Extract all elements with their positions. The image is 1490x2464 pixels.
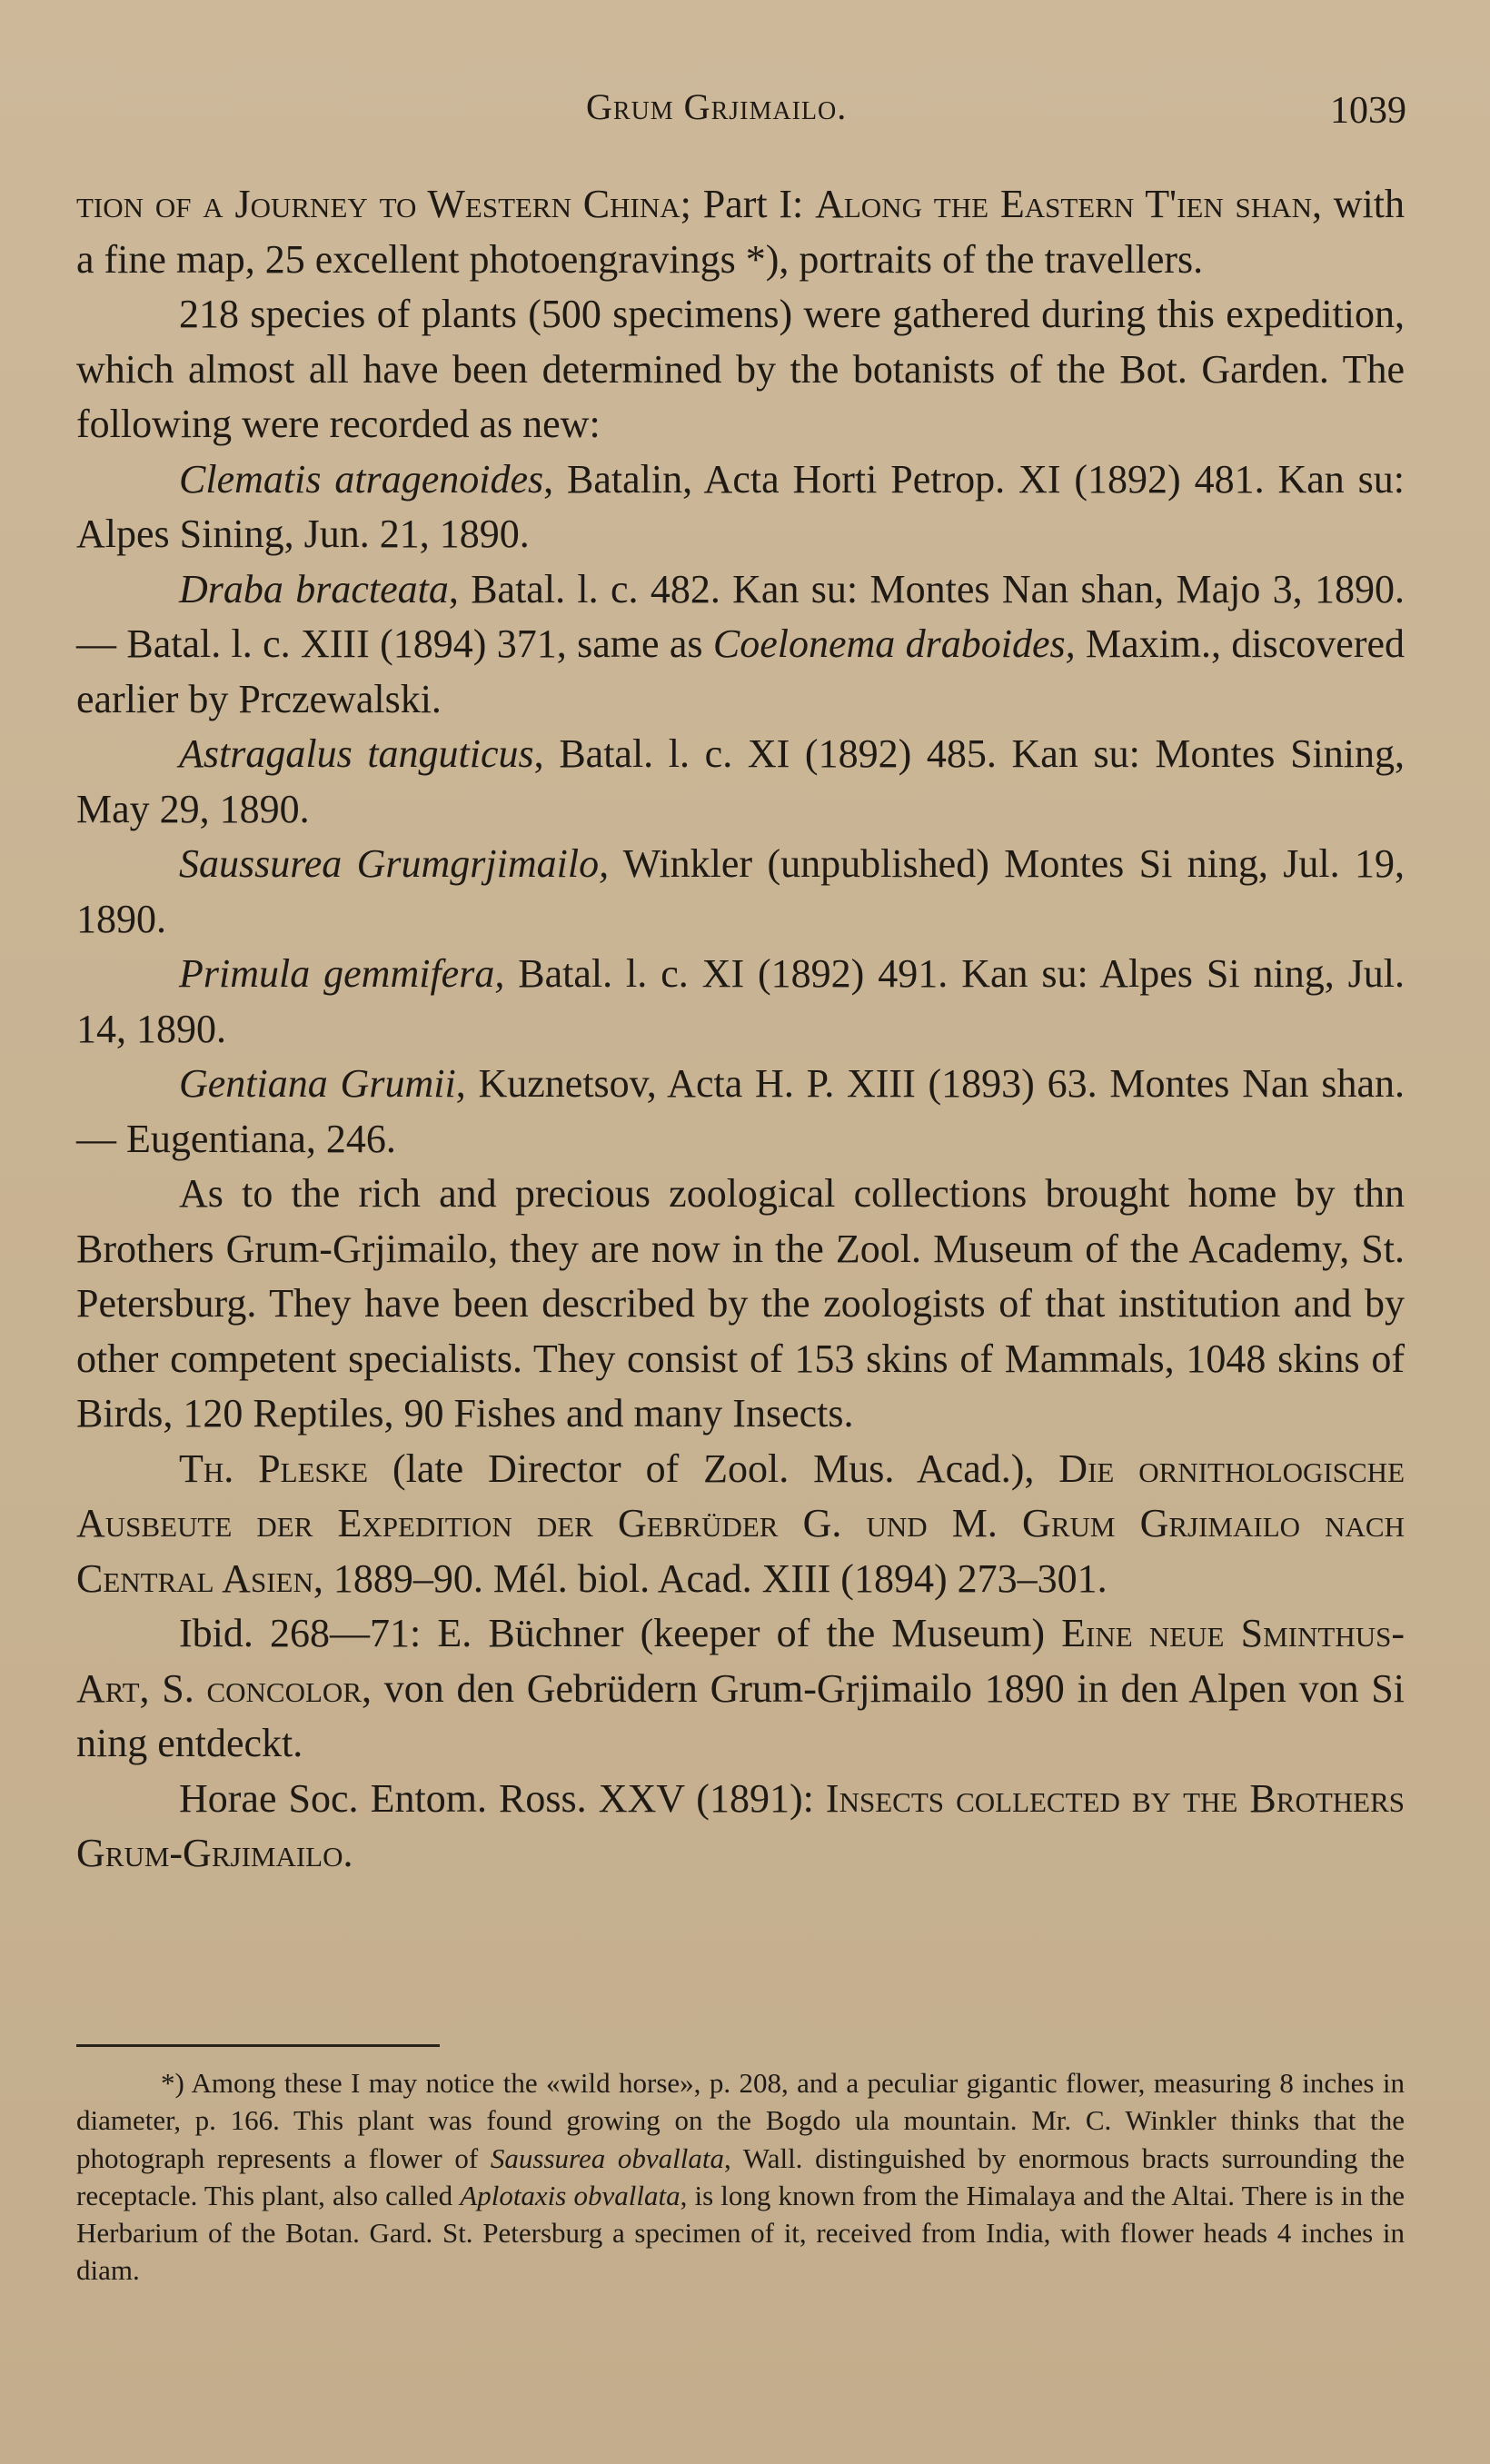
- species-text: , Batalin, Acta Horti Petrop. XI (1892) 481. Kan su: Alpes Sining, Jun. 21, 1890.: [76, 456, 1406, 556]
- text-fragment: ; Part I:: [680, 182, 816, 226]
- species-entry: [76, 837, 1405, 947]
- species-entry: [76, 452, 1405, 562]
- paragraph-buchner-reference: [76, 1606, 1405, 1772]
- species-name: Primula gemmifera,: [179, 951, 505, 996]
- title-fragment: Along the Eastern T'ien shan: [815, 182, 1312, 226]
- paragraph-horae-reference: [76, 1772, 1405, 1882]
- text-fragment: Horae Soc. Entom. Ross. XXV (1891):: [179, 1775, 826, 1821]
- species-name: Clematis atragenoides: [179, 456, 544, 502]
- species-text: Batal. l. c. XI (1892) 491. Kan su: Alpes Si ning, Jul. 14, 1890.: [76, 951, 1405, 1051]
- work-title: Eine neue Sminthus-Art, S. concolor: [76, 1611, 1405, 1711]
- species-entry: [76, 562, 1405, 728]
- species-entry: [76, 1057, 1405, 1167]
- species-name: Gentiana Grumii: [179, 1061, 456, 1106]
- footnote-text: [76, 2064, 1405, 2290]
- species-name: Saussurea Grumgrjimailo,: [179, 841, 610, 886]
- paragraph-zoological-collections: As to the rich and precious zoological collections brought home by thn Brothers Grum-Grjimailo, they are now in the Zool. Museum of the Academy, St. Petersburg. They have been described by the zoologists of that institution and by other competent specialists. They consist of 153 skins of Mammals, 1048 skins of Birds, 120 Reptiles, 90 Fishes and many Insects.: [76, 1171, 1405, 1436]
- page-header: [0, 80, 1490, 134]
- work-title: Insects collected by the Brothers Grum-Grjimailo.: [76, 1775, 1406, 1875]
- species-text: , Batal. l. c. 482. Kan su: Montes Nan shan, Majo 3, 1890. — Batal. l. c. XIII (1894) 371, same as: [76, 566, 1405, 666]
- species-entry: [76, 947, 1405, 1057]
- species-name: Astragalus tanguticus: [179, 731, 534, 776]
- text-fragment: , is long known from the Himalaya and the Altai. There is in the Herbarium of the Botan. Gard. St. Petersburg a specimen of it, received from India, with flower heads 4 inches in diam.: [76, 2179, 1405, 2287]
- author-name: Th. Pleske: [179, 1446, 369, 1491]
- species-entry: [76, 727, 1405, 837]
- text-fragment: , von den Gebrüdern Grum-Grjimailo 1890 in den Alpen von Si ning entdeckt.: [76, 1665, 1405, 1765]
- paragraph-title-continuation: [76, 177, 1405, 287]
- text-fragment: Ibid. 268—71: E. Büchner (keeper of the Museum): [179, 1611, 1062, 1655]
- footnote: [76, 2064, 1405, 2290]
- species-name: Coelonema draboides,: [712, 621, 1076, 666]
- paragraph-pleske-reference: [76, 1442, 1405, 1607]
- text-fragment: *) Among these I may notice the «wild horse», p. 208, and a peculiar gigantic flower, measuring 8 inches in diameter, p. 166. This plant was found growing on the Bogdo ula mountain. Mr. C. Winkler thinks that the photograph represents a flower of: [76, 2067, 1405, 2174]
- running-title: Grum Grjimailo.: [586, 86, 848, 127]
- page-number: 1039: [1330, 90, 1406, 132]
- species-name: Aplotaxis obvallata: [460, 2179, 680, 2211]
- species-name: Saussurea obvallata: [490, 2141, 725, 2174]
- species-name: Draba bracteata: [179, 566, 449, 611]
- species-text: Winkler (unpublished) Montes Si ning, Jul. 19, 1890.: [76, 841, 1405, 941]
- text-fragment: , Wall. distinguished by enormous bracts surrounding the receptacle. This plant, also called: [76, 2141, 1405, 2211]
- footnote-separator: [76, 2044, 440, 2047]
- work-title: Die ornithologische Ausbeute der Expedition der Gebrüder G. und M. Grum Grjimailo nach Central Asien: [76, 1446, 1406, 1601]
- species-text: , Kuznetsov, Acta H. P. XIII (1893) 63. Montes Nan shan. — Eugentiana, 246.: [76, 1061, 1405, 1161]
- text-fragment: , with a fine map, 25 excellent photoengravings *), portraits of the travellers.: [76, 182, 1406, 282]
- text-fragment: (late Director of Zool. Mus. Acad.),: [368, 1446, 1059, 1491]
- title-fragment: tion of a Journey to Western China: [76, 182, 680, 226]
- paragraph-plants-intro: 218 species of plants (500 specimens) were gathered during this expedition, which almost all have been determined by the botanists of the Bot. Garden. The following were recorded as new:: [76, 292, 1405, 446]
- species-text: , Batal. l. c. XI (1892) 485. Kan su: Montes Sining, May 29, 1890.: [76, 731, 1405, 831]
- main-text: [76, 177, 1405, 1882]
- text-fragment: , 1889–90. Mél. biol. Acad. XIII (1894) 273–301.: [313, 1555, 1108, 1601]
- species-text: Maxim., discovered earlier by Prczewalski.: [76, 621, 1405, 721]
